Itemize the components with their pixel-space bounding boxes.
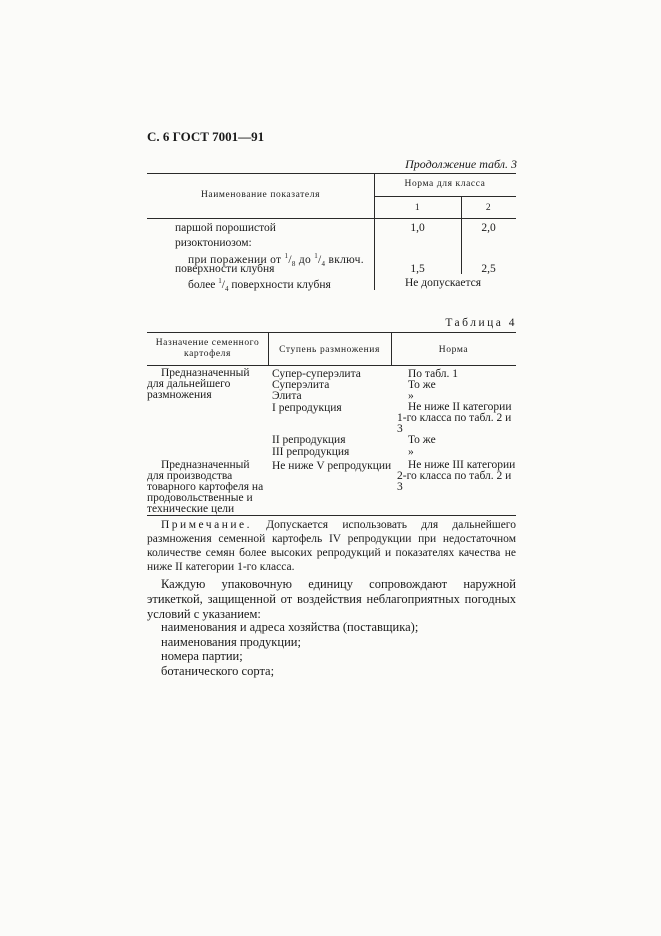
table4-step-cell: Суперэлита — [272, 379, 330, 391]
table3-row-value: 1,5 — [410, 263, 425, 275]
list-item: наименования продукции; — [161, 634, 301, 649]
table3-row-label: поверхности клубня — [175, 263, 275, 275]
table3-row-label: паршой порошистой — [175, 222, 276, 234]
table4-step-cell: Элита — [272, 390, 302, 402]
note-text: Допускается использовать для дальнейшего размножения семенной картофель IV репродукции при недостаточном количестве семян более высоких репродукций и показателях качества не ниже II категории 1-го класса. — [147, 519, 516, 573]
list-item: номера партии; — [161, 649, 243, 663]
table3-continuation: Продолжение табл. 3 — [405, 157, 517, 171]
table4-purpose-cell: Предназначенный для дальнейшего размножения — [147, 367, 250, 401]
table3-col-divider-last — [374, 274, 375, 290]
table3-row-label: при поражении от $^1/_8$ до $^1/_4$ включ. — [188, 252, 364, 269]
table3-row-value: 2,0 — [481, 222, 496, 234]
table4-norm-cell: » — [408, 390, 414, 402]
table4-step-cell: III репродукция — [272, 446, 350, 458]
table4-norm-cell: По табл. 1 — [408, 368, 459, 380]
table4-step-cell: Супер-суперэлита — [272, 368, 361, 380]
table4-norm-cell: » — [408, 446, 414, 458]
table4-step-cell: I репродукция — [272, 402, 342, 414]
table4-purpose-cell: Предназначенный для производства товарного картофеля на продовольственные и технические цели — [147, 459, 264, 515]
table4-title: Таблица 4 — [445, 317, 517, 329]
table3-col-class2: 2 — [485, 203, 492, 213]
table3-subheader-rule — [374, 196, 516, 197]
table4-norm-cell: Не ниже III категории 2-го класса по табл. 2 и 3 — [397, 459, 516, 493]
table4-header-rule — [147, 365, 516, 366]
table3-row-label: ризоктониозом: — [175, 237, 252, 249]
page-header: С. 6 ГОСТ 7001—91 — [147, 129, 265, 144]
table4-norm-cell: То же — [408, 379, 436, 391]
note-label: Примечание. — [161, 519, 252, 531]
table4-col-norm: Норма — [438, 345, 469, 355]
table4-note — [147, 518, 516, 574]
label-requirements-list — [161, 620, 418, 678]
table3-col-class1: 1 — [414, 203, 421, 213]
table4-col-purpose: Назначение семенного картофеля — [155, 338, 260, 359]
table4-top-rule — [147, 332, 516, 333]
table4-col-step: Ступень размножения — [279, 345, 380, 355]
table3-row-value: 1,0 — [410, 222, 425, 234]
table3-merged-value: Не допускается — [405, 277, 482, 289]
table3-col-norm: Норма для класса — [404, 179, 486, 189]
table4-bottom-rule — [147, 515, 516, 516]
table3-top-rule — [147, 173, 516, 174]
table4-norm-cell: Не ниже II категории 1-го класса по табл. 2 и 3 — [397, 401, 512, 435]
table4-step-cell: Не ниже V репродукции — [272, 460, 392, 472]
table3-col-name: Наименование показателя — [200, 190, 321, 200]
body-paragraph: Каждую упаковочную единицу сопровождают наружной этикеткой, защищенной от воздействия неблагоприятных погодных условий с указанием: — [147, 577, 516, 621]
table3-row-value: 2,5 — [481, 263, 496, 275]
table4-norm-cell: То же — [408, 434, 436, 446]
list-item: наименования и адреса хозяйства (поставщика); — [161, 620, 419, 634]
list-item: ботанического сорта; — [161, 663, 275, 678]
table3-row-label: более $^1/_4$ поверхности клубня — [188, 277, 331, 294]
table4-step-cell: II репродукция — [272, 434, 346, 446]
